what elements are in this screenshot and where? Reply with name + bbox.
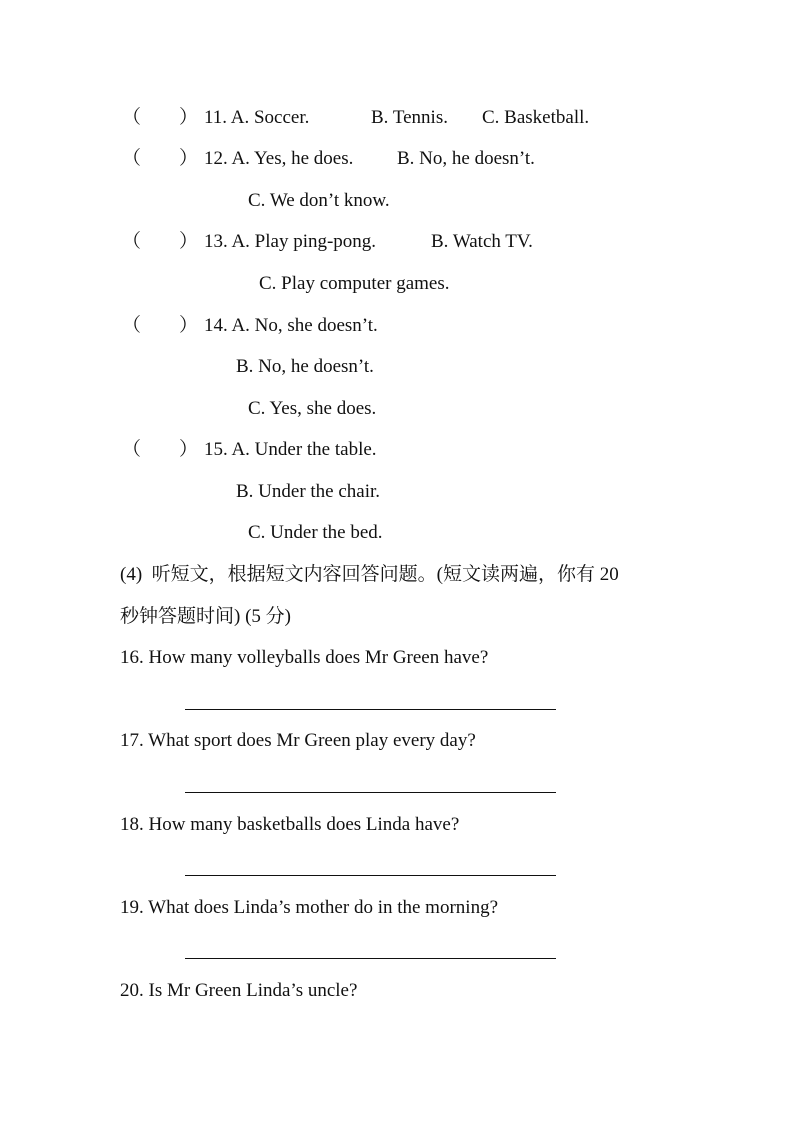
q15-option-b: B. Under the chair.: [236, 481, 381, 502]
q13-option-c: C. Play computer games.: [259, 273, 450, 294]
q11-option-a: 11. A. Soccer.: [204, 107, 310, 128]
q14-option-c: C. Yes, she does.: [248, 398, 377, 419]
question-19: 19. What does Linda’s mother do in the morning?: [120, 897, 498, 918]
answer-line-16[interactable]: [185, 709, 556, 710]
q13-option-a: 13. A. Play ping-pong.: [204, 231, 377, 252]
answer-paren-13[interactable]: （ ）: [122, 231, 199, 252]
answer-paren-15[interactable]: （ ）: [122, 439, 199, 460]
question-17: 17. What sport does Mr Green play every day?: [120, 730, 476, 751]
answer-paren-12[interactable]: （ ）: [122, 148, 199, 169]
answer-paren-11[interactable]: （ ）: [122, 107, 199, 128]
question-18: 18. How many basketballs does Linda have?: [120, 814, 460, 835]
section4-instruction-line2: 秒钟答题时间) (5 分): [120, 606, 291, 627]
answer-line-19[interactable]: [185, 958, 556, 959]
q15-option-c: C. Under the bed.: [248, 522, 383, 543]
q12-option-b: B. No, he doesn’t.: [397, 148, 535, 169]
q15-option-a: 15. A. Under the table.: [204, 439, 377, 460]
question-16: 16. How many volleyballs does Mr Green have?: [120, 647, 489, 668]
q13-option-b: B. Watch TV.: [431, 231, 533, 252]
question-20: 20. Is Mr Green Linda’s uncle?: [120, 980, 358, 1001]
q11-option-b: B. Tennis.: [371, 107, 448, 128]
q12-option-c: C. We don’t know.: [248, 190, 390, 211]
q11-option-c: C. Basketball.: [482, 107, 590, 128]
answer-line-18[interactable]: [185, 875, 556, 876]
q14-option-b: B. No, he doesn’t.: [236, 356, 374, 377]
q14-option-a: 14. A. No, she doesn’t.: [204, 315, 378, 336]
answer-line-17[interactable]: [185, 792, 556, 793]
answer-paren-14[interactable]: （ ）: [122, 315, 199, 336]
section4-instruction-line1: (4) 听短文，根据短文内容回答问题。(短文读两遍，你有 20: [120, 564, 619, 585]
q12-option-a: 12. A. Yes, he does.: [204, 148, 354, 169]
